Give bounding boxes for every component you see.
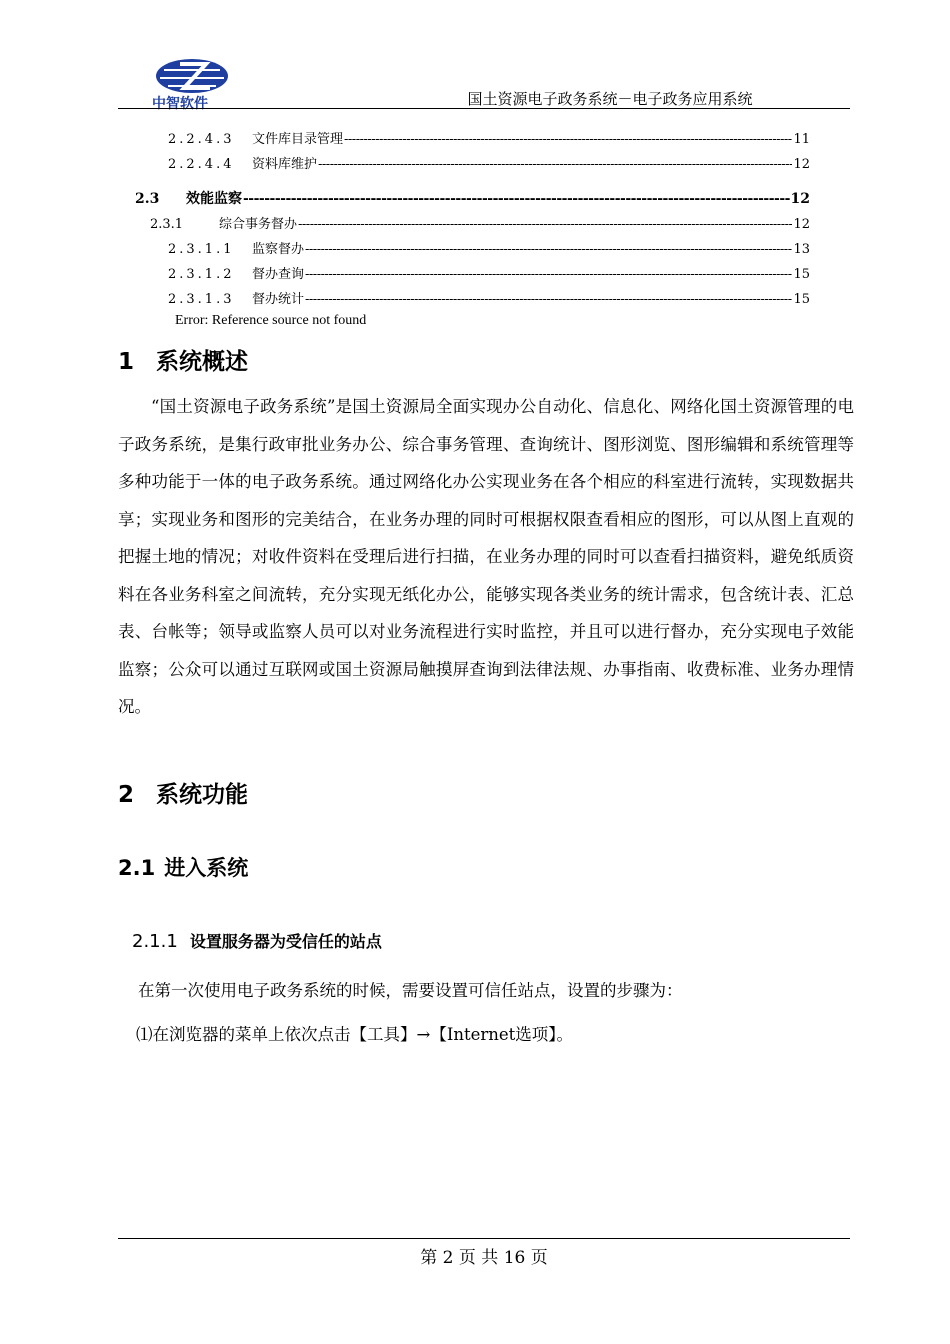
toc-entry[interactable]: 2.2.4.3 文件库目录管理 ----- 11 — [168, 128, 810, 147]
footer-divider — [118, 1238, 850, 1239]
company-logo — [150, 56, 240, 112]
section-2-1-1-body: 在第一次使用电子政务系统的时候，需要设置可信任站点，设置的步骤为： — [138, 981, 683, 1000]
section-number: 1 — [118, 349, 135, 375]
section-title: 设置服务器为受信任的站点 — [189, 932, 382, 951]
header-divider — [118, 108, 850, 109]
section-title: 系统功能 — [156, 782, 249, 808]
toc-entry[interactable]: 2.3.1 综合事务督办 ----- 12 — [150, 213, 810, 232]
toc-entry[interactable]: 2.3.1.3 督办统计 ----- 15 — [168, 288, 810, 307]
section-2-1-1-heading — [132, 929, 382, 952]
toc-entry[interactable]: 2.3 效能监察 ----- 12 — [135, 188, 810, 208]
header-title: 国土资源电子政务系统－电子政务应用系统 — [467, 90, 753, 108]
toc-entry[interactable]: 2.2.4.4 资料库维护 ----- 12 — [168, 153, 810, 172]
section-number: 2.1.1 — [132, 931, 178, 952]
section-2-1-heading — [118, 852, 248, 882]
step-1-text: ⑴在浏览器的菜单上依次点击【工具】→【Internet选项】。 — [136, 1025, 574, 1044]
section-number: 2 — [118, 782, 135, 808]
section-1-heading — [118, 343, 248, 376]
section-1-body: “国土资源电子政务系统”是国土资源局全面实现办公自动化、信息化、网络化国土资源管理的电子政务系统，是集行政审批业务办公、综合事务管理、查询统计、图形浏览、图形编辑和系统管理等多种功能于一体的电子政务系统。通过网络化办公实现业务在各个相应的科室进行流转，实现数据共享；实现业务和图形的完美结合，在业务办理的同时可根据权限查看相应的图形，可以从图上直观的把握土地的情况；对收件资料在受理后进行扫描，在业务办理的同时可以查看扫描资料，避免纸质资料在各业务科室之间流转，充分实现无纸化办公，能够实现各类业务的统计需求，包含统计表、汇总表、台帐等；领导或监察人员可以对业务流程进行实时监控，并且可以进行督办，充分实现电子效能监察；公众可以通过互联网或国土资源局触摸屏查询到法律法规、办事指南、收费标准、业务办理情况。 — [118, 397, 854, 716]
section-title: 系统概述 — [156, 349, 249, 375]
toc-error-message: Error: Reference source not found — [175, 313, 367, 328]
toc-entry[interactable]: 2.3.1.2 督办查询 ----- 15 — [168, 263, 810, 282]
toc-entry[interactable]: 2.3.1.1 监察督办 ----- 13 — [168, 238, 810, 257]
section-number: 2.1 — [118, 856, 156, 880]
page-number: 第 2 页 共 16 页 — [420, 1248, 548, 1268]
section-2-heading — [118, 776, 248, 809]
section-title: 进入系统 — [164, 856, 249, 880]
logo-text: 中智软件 — [152, 96, 208, 112]
